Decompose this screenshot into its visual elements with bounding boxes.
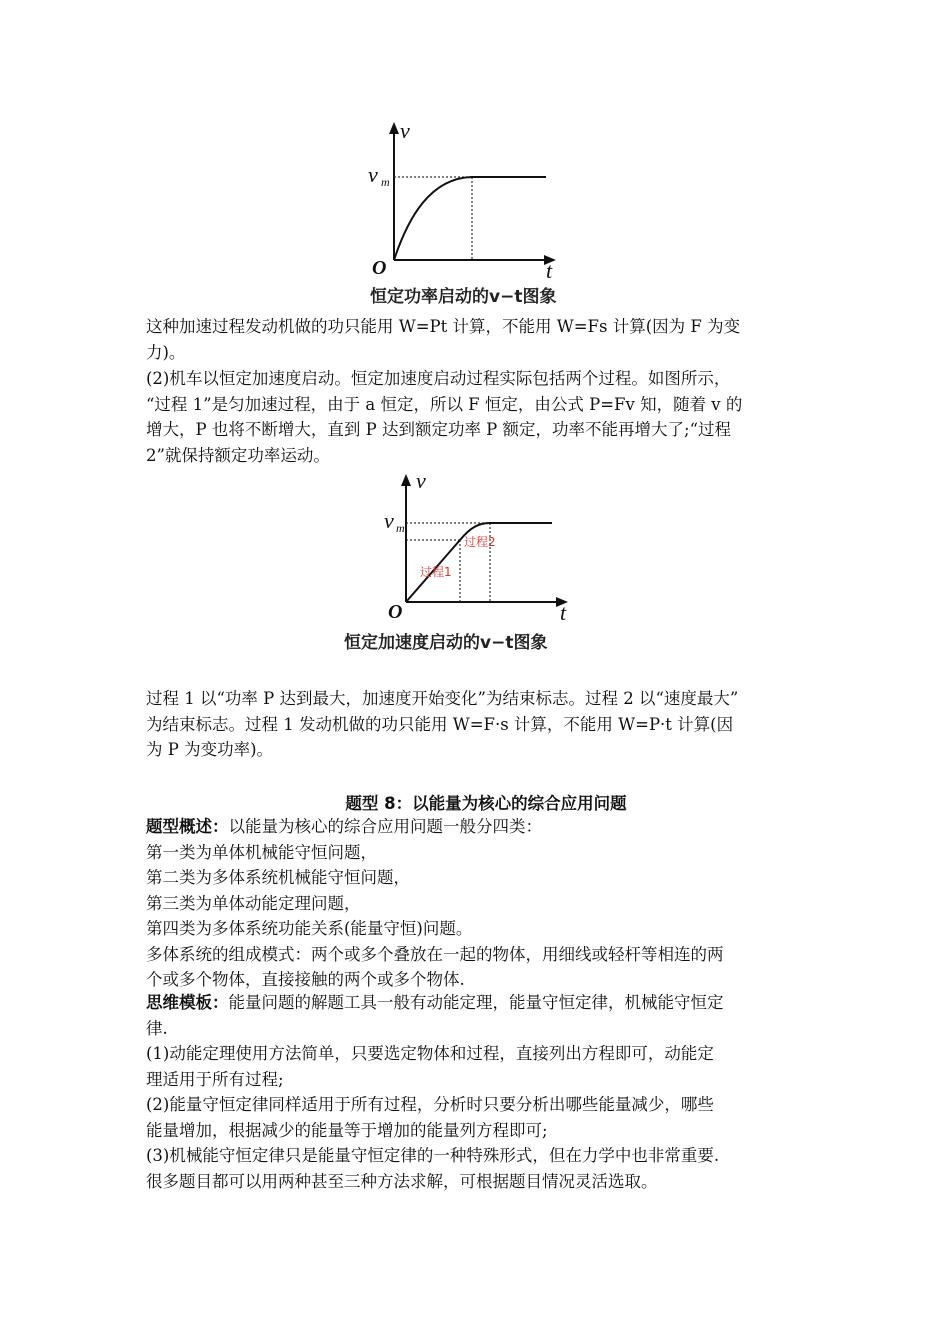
paragraph-constant-acceleration	[146, 366, 826, 468]
text-line: 增大，P 也将不断增大，直到 P 达到额定功率 P 额定，功率不能再增大了;“过程	[146, 420, 732, 439]
overview-text: 以能量为核心的综合应用问题一般分四类：	[228, 817, 542, 836]
overview-label: 题型概述：	[146, 817, 229, 836]
template-line	[146, 990, 826, 1016]
text-line: 为 P 为变功率)。	[146, 740, 274, 759]
v-axis-arrow	[401, 474, 411, 486]
text-line: 2”就保持额定功率运动。	[146, 445, 330, 465]
text-line: (1)动能定理使用方法简单，只要选定物体和过程，直接列出方程即可，动能定	[146, 1044, 714, 1063]
section-overview	[146, 814, 826, 993]
text-line: 第四类为多体系统功能关系(能量守恒)问题。	[146, 919, 473, 938]
vt-graph-constant-power	[360, 118, 600, 308]
section-heading: 题型 8：以能量为核心的综合应用问题	[345, 794, 627, 813]
text-line: 多体系统的组成模式：两个或多个叠放在一起的物体，用细线或轻杆等相连的两	[146, 944, 724, 964]
paragraph-work-constant-power	[146, 314, 826, 365]
axis-t-label: t	[546, 258, 553, 283]
text-line: 个或多个物体，直接接触的两个或多个物体.	[146, 970, 465, 989]
text-line: 这种加速过程发动机做的功只能用 W=Pt 计算，不能用 W=Fs 计算(因为 F 为变	[146, 317, 741, 336]
text-line: 能量增加，根据减少的能量等于增加的能量列方程即可;	[146, 1120, 548, 1140]
text-line: “过程 1”是匀加速过程，由于 a 恒定，所以 F 恒定，由公式 P=Fv 知，随着 v 的	[146, 394, 743, 414]
text-line: 很多题目都可以用两种甚至三种方法求解，可根据题目情况灵活选取。	[146, 1171, 658, 1191]
text-line: 力)。	[146, 342, 186, 362]
figure-constant-power	[360, 118, 600, 308]
text-line: 第一类为单体机械能守恒问题，	[146, 842, 377, 862]
text-line: 第三类为单体动能定理问题，	[146, 893, 361, 913]
figure-constant-acceleration	[340, 466, 590, 658]
paragraph-process-end-markers	[146, 686, 826, 763]
overview-line	[146, 814, 826, 840]
origin-label: O	[372, 257, 387, 279]
origin-label: O	[388, 601, 403, 623]
axis-vm-label: v	[368, 162, 378, 187]
axis-v-label: v	[416, 468, 426, 493]
figure-caption: 恒定功率启动的v−t图象	[370, 287, 557, 307]
axis-v-label: v	[400, 118, 410, 143]
velocity-curve	[394, 177, 546, 260]
axis-vm-subscript: m	[381, 175, 390, 189]
text-line: (2)机车以恒定加速度启动。恒定加速度启动过程实际包括两个过程。如图所示，	[146, 369, 731, 388]
text-line: 过程 1 以“功率 P 达到最大，加速度开始变化”为结束标志。过程 2 以“速度最大”	[146, 689, 739, 708]
axis-vm-label: v	[384, 508, 394, 533]
text-line: (3)机械能守恒定律只是能量守恒定律的一种特殊形式，但在力学中也非常重要.	[146, 1146, 720, 1165]
template-label: 思维模板：	[146, 993, 229, 1012]
axis-vm-subscript: m	[396, 521, 405, 535]
vt-graph-constant-acceleration	[340, 466, 590, 658]
v-axis-arrow	[389, 122, 399, 134]
text-line: 为结束标志。过程 1 发动机做的功只能用 W=F·s 计算，不能用 W=P·t 计算(因	[146, 714, 734, 734]
axis-t-label: t	[560, 600, 567, 625]
process-2-label: 过程2	[464, 535, 496, 549]
figure-caption: 恒定加速度启动的v−t图象	[344, 633, 548, 653]
text-line: 律.	[146, 1018, 168, 1038]
process-1-label: 过程1	[420, 565, 452, 579]
text-line: (2)能量守恒定律同样适用于所有过程，分析时只要分析出哪些能量减少，哪些	[146, 1095, 714, 1114]
text-line: 理适用于所有过程;	[146, 1069, 284, 1089]
text-line: 第二类为多体系统机械能守恒问题，	[146, 868, 410, 887]
template-text: 能量问题的解题工具一般有动能定理，能量守恒定律，机械能守恒定	[228, 993, 724, 1012]
section-thinking-template	[146, 990, 826, 1194]
